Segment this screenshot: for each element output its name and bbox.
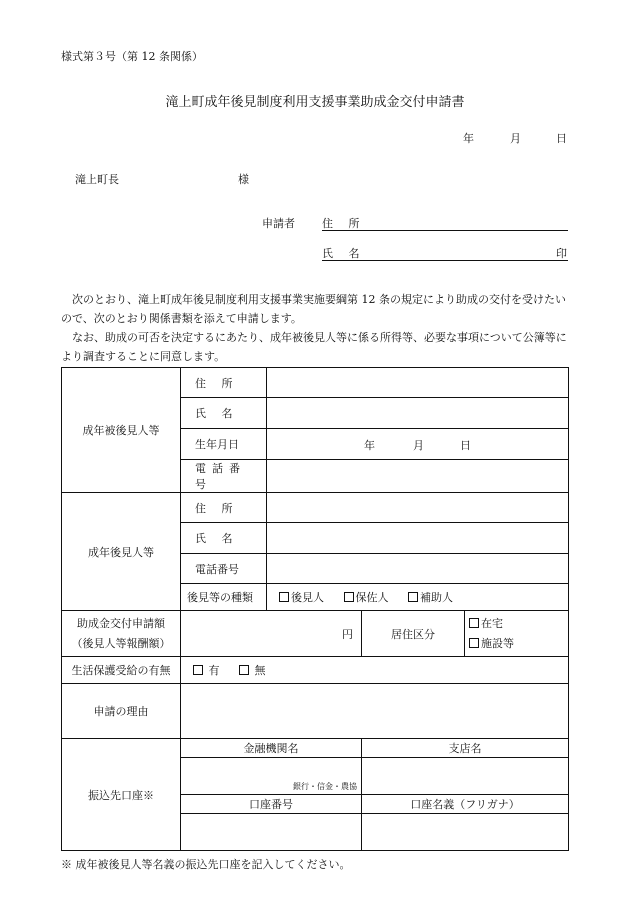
account-holder-field[interactable] (362, 814, 569, 851)
option-welfare-yes[interactable]: 有 (193, 662, 220, 678)
reason-field[interactable] (181, 684, 569, 739)
option-curator[interactable]: 保佐人 (344, 589, 389, 605)
birth-year-unit: 年 (364, 439, 375, 452)
bank-account-label: 振込先口座※ (62, 739, 181, 851)
intro-paragraph-1: 次のとおり、滝上町成年後見制度利用支援事業実施要綱第 12 条の規定により助成の交付を受けたいので、次のとおり関係書類を添えて申請します。 (61, 293, 566, 325)
branch-header: 支店名 (362, 739, 569, 758)
option-guardian[interactable]: 後見人 (279, 589, 324, 605)
intro-paragraph-2: なお、助成の可否を決定するにあたり、成年被後見人等に係る所得等、必要な事項について公簿等により調査することに同意します。 (61, 331, 567, 363)
guardian-address-label: 住 所 (181, 493, 267, 523)
ward-birthdate-label: 生年月日 (181, 429, 267, 460)
ward-name-field[interactable] (267, 398, 569, 429)
addressee-name: 滝上町長 (75, 173, 119, 186)
ward-address-label: 住 所 (181, 368, 267, 398)
birth-day-unit: 日 (460, 439, 471, 452)
applicant-name-label: 氏 名 (322, 247, 366, 260)
subsidy-amount-field[interactable] (181, 611, 362, 657)
account-number-header: 口座番号 (181, 795, 362, 814)
birth-month-unit: 月 (413, 439, 424, 452)
addressee-honorific: 様 (238, 173, 249, 186)
checkbox-icon (193, 665, 203, 675)
applicant-name-line[interactable] (322, 260, 568, 261)
branch-field[interactable] (362, 758, 569, 795)
date-day: 日 (556, 132, 567, 145)
guardian-name-label: 氏 名 (181, 523, 267, 554)
date-month: 月 (510, 132, 521, 145)
ward-address-field[interactable] (267, 368, 569, 398)
option-assistant[interactable]: 補助人 (408, 589, 453, 605)
ward-birthdate-field[interactable] (267, 429, 569, 460)
guardian-address-field[interactable] (267, 493, 569, 523)
form-number: 様式第３号（第 12 条関係） (61, 50, 203, 63)
checkbox-icon (408, 592, 418, 602)
subsidy-amount-label: 助成金交付申請額 （後見人等報酬額） (62, 611, 181, 657)
applicant-seal: 印 (556, 247, 567, 260)
ward-phone-field[interactable] (267, 460, 569, 493)
checkbox-icon (469, 618, 479, 628)
residence-options (465, 611, 569, 657)
checkbox-icon (279, 592, 289, 602)
guardian-phone-field[interactable] (267, 554, 569, 584)
checkbox-icon (344, 592, 354, 602)
reason-label: 申請の理由 (62, 684, 181, 739)
ward-section-header: 成年被後見人等 (62, 368, 181, 493)
institution-field[interactable] (181, 758, 362, 795)
guardian-section-header: 成年後見人等 (62, 493, 181, 611)
applicant-address-label: 住 所 (322, 217, 366, 230)
welfare-label: 生活保護受給の有無 (62, 657, 181, 684)
footnote: ※ 成年被後見人等名義の振込先口座を記入してください。 (61, 858, 351, 871)
option-home[interactable]: 在宅 (469, 617, 503, 630)
guardian-type-options (267, 584, 569, 611)
yen-unit: 円 (342, 627, 353, 641)
date-year: 年 (463, 132, 474, 145)
institution-header: 金融機関名 (181, 739, 362, 758)
account-holder-header: 口座名義（フリガナ） (362, 795, 569, 814)
option-welfare-no[interactable]: 無 (239, 662, 266, 678)
ward-phone-label: 電話番号 (181, 460, 267, 493)
checkbox-icon (469, 638, 479, 648)
ward-name-label: 氏 名 (181, 398, 267, 429)
guardian-phone-label: 電話番号 (181, 554, 267, 584)
checkbox-icon (239, 665, 249, 675)
guardian-name-field[interactable] (267, 523, 569, 554)
institution-types: 銀行・信金・農協 (293, 782, 357, 791)
guardian-type-label: 後見等の種類 (181, 584, 267, 611)
account-number-field[interactable] (181, 814, 362, 851)
application-form-table (61, 367, 569, 851)
residence-label: 居住区分 (362, 611, 465, 657)
option-facility[interactable]: 施設等 (469, 637, 514, 650)
applicant-label: 申請者 (262, 217, 295, 230)
document-title: 滝上町成年後見制度利用支援事業助成金交付申請書 (165, 95, 465, 110)
applicant-address-line[interactable] (322, 230, 568, 231)
welfare-options (181, 657, 569, 684)
